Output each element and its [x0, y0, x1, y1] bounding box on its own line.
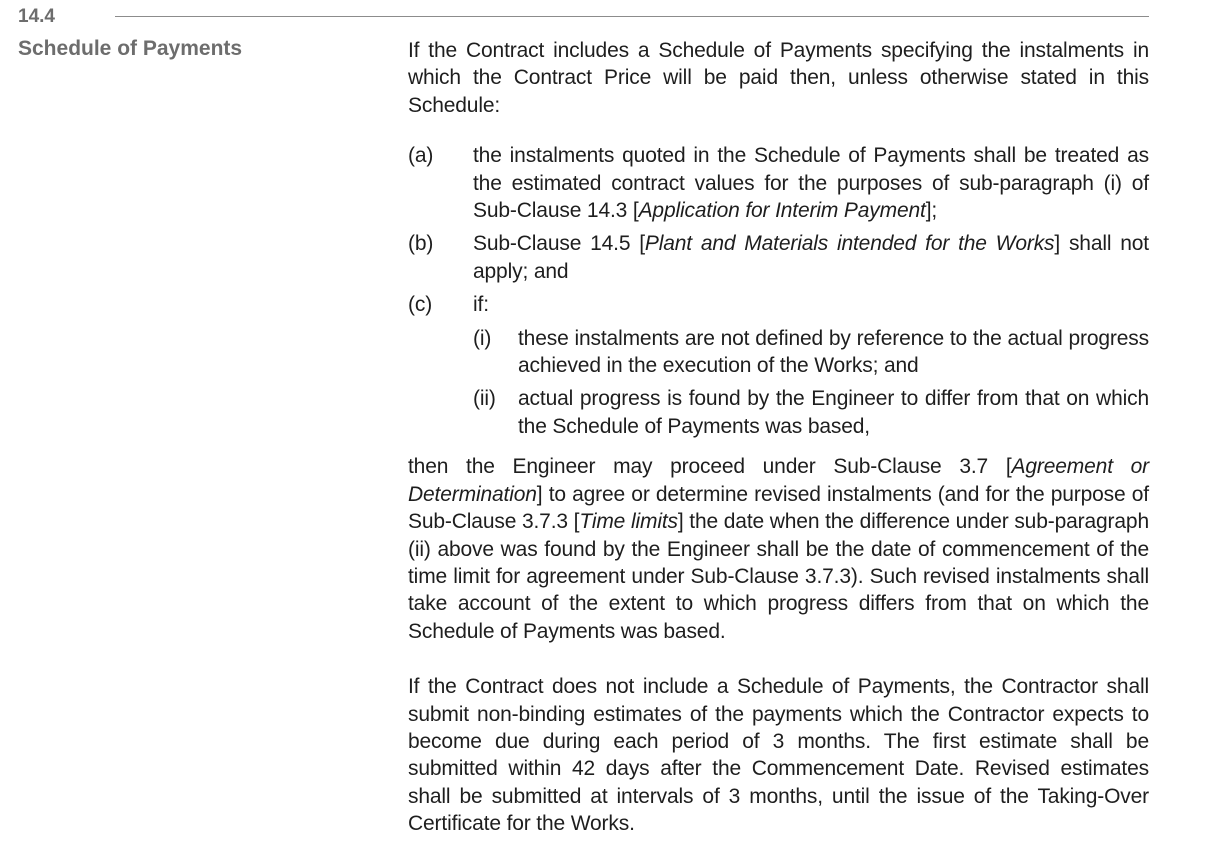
header-rule — [115, 16, 1149, 17]
intro-paragraph: If the Contract includes a Schedule of Payments specifying the instalments in which the Contract Price will be paid then, unless otherwise stated in this Schedule: — [408, 39, 1149, 117]
sub-item-text: these instalments are not defined by reference to the actual progress achieved in the execution of the Works; and — [518, 326, 1149, 378]
sub-item-label: (i) — [473, 326, 492, 350]
item-text: if: — [473, 293, 489, 317]
clause-body — [408, 37, 1149, 838]
item-label: (a) — [408, 144, 434, 168]
clause-number: 14.4 — [18, 6, 55, 27]
list-item-b — [408, 230, 1149, 285]
then-paragraph: then the Engineer may proceed under Sub-Clause 3.7 [Agreement or Determination] to agree or determine revised instalments (and for the purpose of Sub-Clause 3.7.3 [Time limits] the date when the difference under sub-paragraph (ii) above was found by the Engineer shall be the date of commencement of the time limit for agreement under Sub-Clause 3.7.3). Such revised instalments shall take account of the extent to which progress differs from that on which the Schedule of Payments was based. — [408, 455, 1150, 643]
list-item-a — [408, 142, 1149, 224]
list-item-c — [408, 291, 1149, 440]
final-paragraph: If the Contract does not include a Schedule of Payments, the Contractor shall submit non-binding estimates of the payments which the Contractor expects to become due during each period of 3 months. The first estimate shall be submitted within 42 days after the Commencement Date. Revised estimates shall be submitted at intervals of 3 months, until the issue of the Taking-Over Certificate for the Works. — [408, 675, 1149, 836]
italic-reference: Plant and Materials intended for the Works — [644, 232, 1055, 256]
item-label: (c) — [408, 293, 433, 317]
clause-title: Schedule of Payments — [18, 37, 243, 60]
italic-reference: Application for Interim Payment — [638, 199, 926, 223]
sub-item-ii — [473, 385, 1149, 440]
italic-reference: Agreement or Determination — [408, 455, 1150, 506]
sub-item-label: (ii) — [473, 387, 496, 411]
item-text: Sub-Clause 14.5 [Plant and Materials intended for the Works] shall not apply; and — [473, 232, 1149, 283]
item-label: (b) — [408, 232, 434, 256]
italic-reference: Time limits — [579, 510, 678, 534]
sub-item-i — [473, 325, 1149, 380]
sub-item-text: actual progress is found by the Engineer to differ from that on which the Schedule of Payments was based, — [518, 387, 1149, 438]
item-text: the instalments quoted in the Schedule of Payments shall be treated as the estimated contract values for the purposes of sub-paragraph (i) of Sub-Clause 14.3 [Application for Interim Payment]; — [473, 144, 1149, 223]
